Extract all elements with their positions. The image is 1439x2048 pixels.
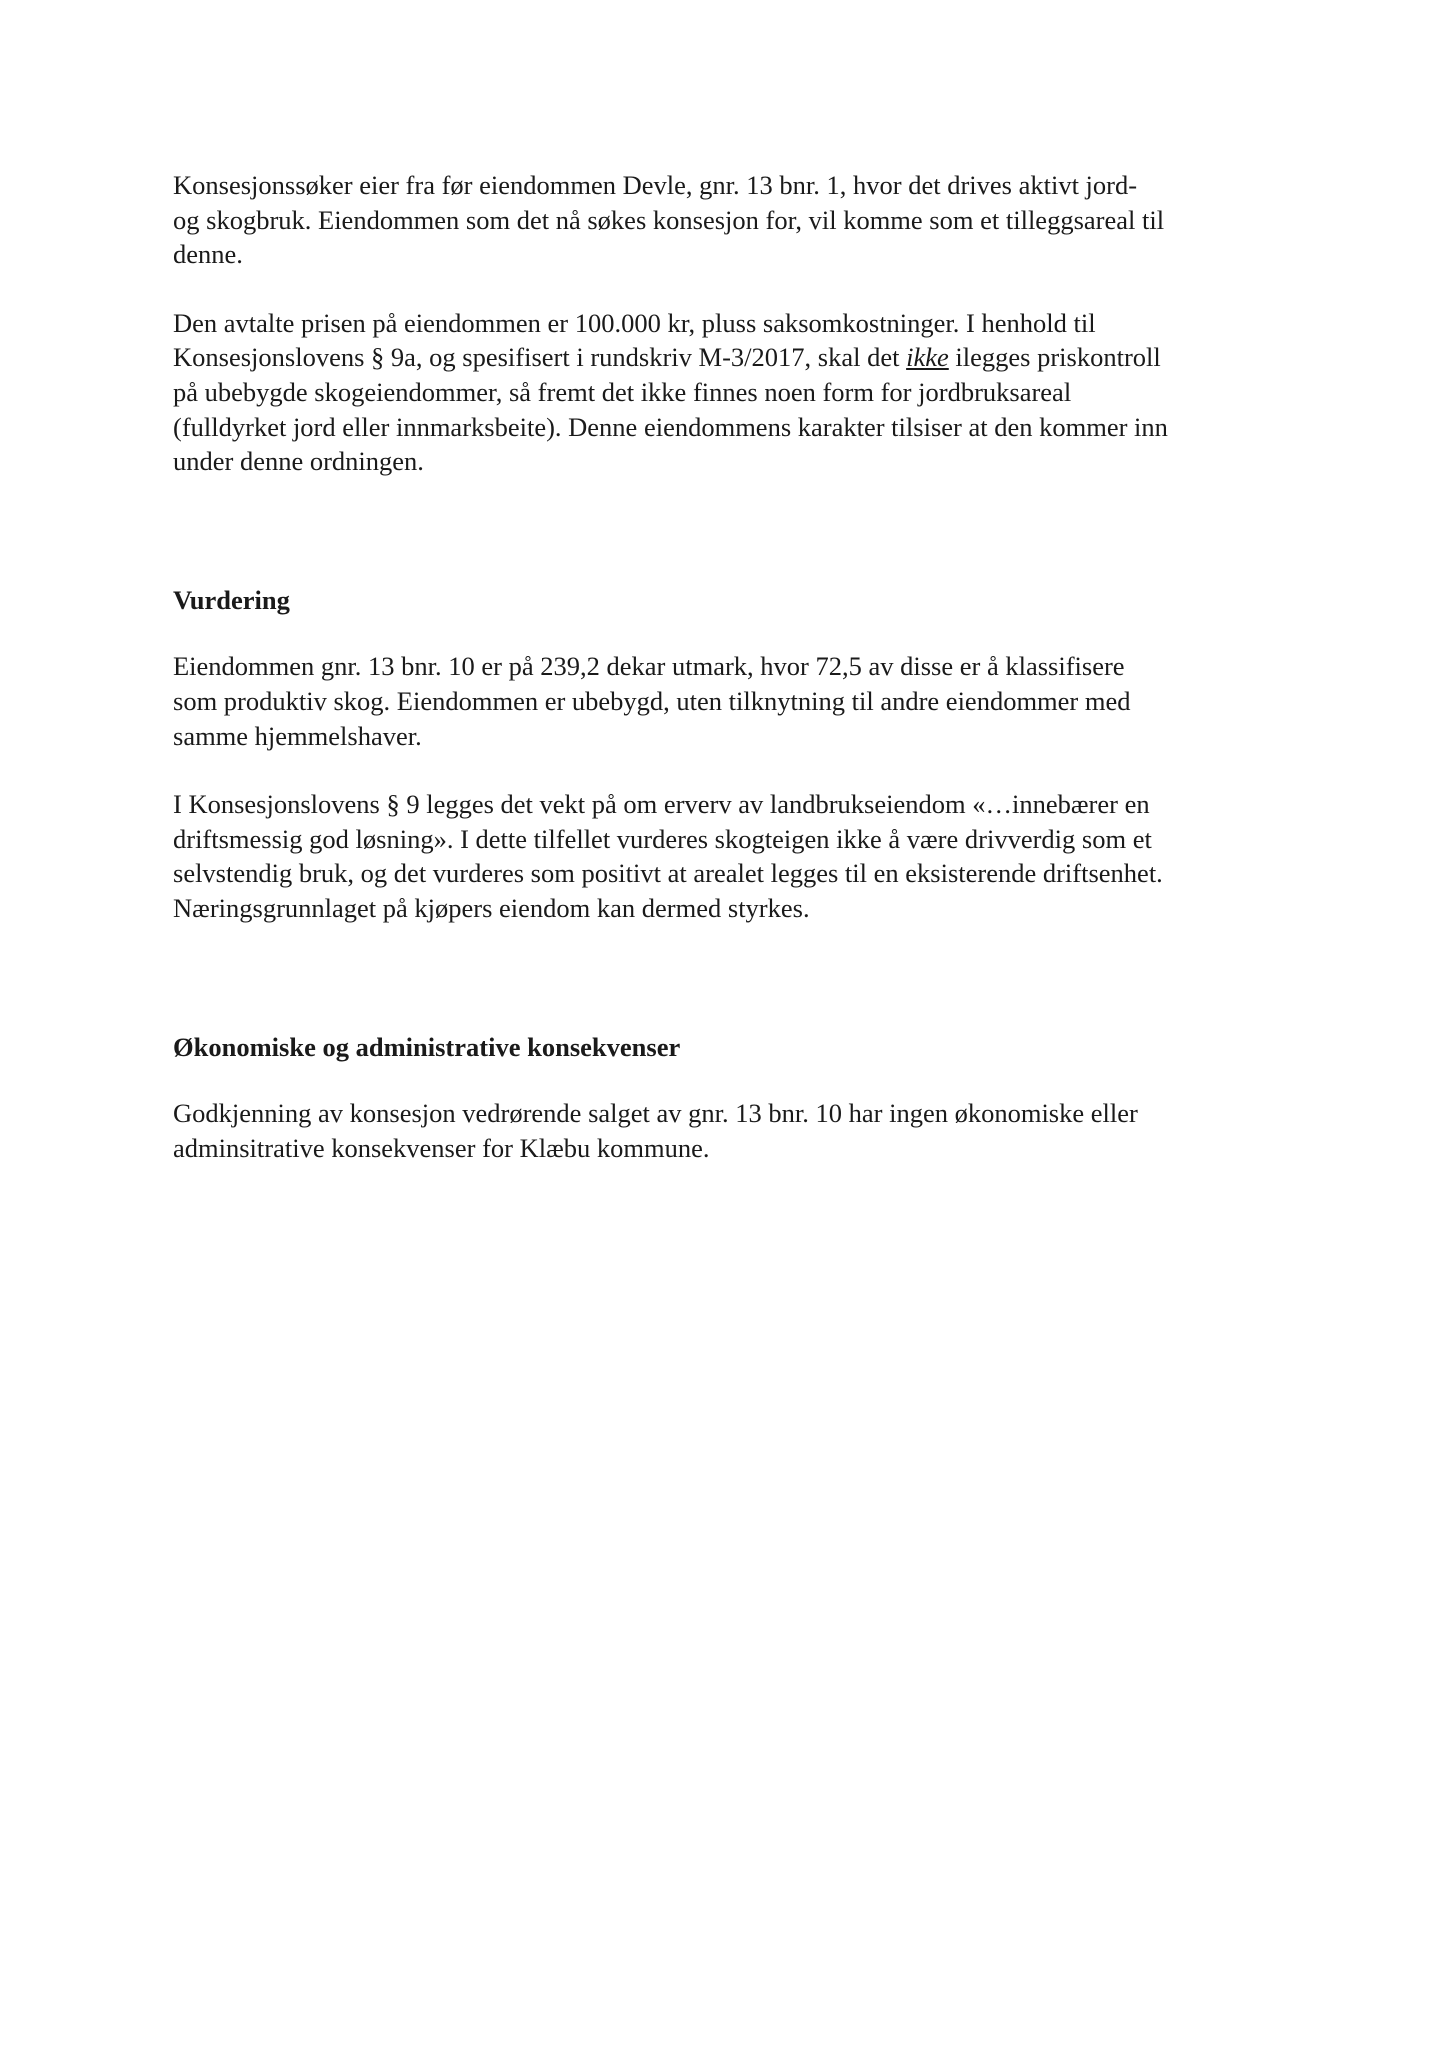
text-line-part: Konsesjonslovens § 9a, og spesifisert i rundskriv M-3/2017, skal det [173,342,907,373]
section-heading-vurdering: Vurdering [173,584,290,615]
paragraph-vurdering-1 [173,649,1273,753]
text-line: Godkjenning av konsesjon vedrørende salget av gnr. 13 bnr. 10 har ingen økonomiske eller [173,1098,1138,1129]
text-line: på ubebygde skogeiendommer, så fremt det ikke finnes noen form for jordbruksareal [173,376,1072,407]
text-line: Konsesjonssøker eier fra før eiendommen Devle, gnr. 13 bnr. 1, hvor det drives aktivt jord- [173,170,1138,200]
paragraph-spacer [173,272,1273,306]
text-line: (fulldyrket jord eller innmarksbeite). Denne eiendommens karakter tilsiser at den kommer inn [173,411,1168,442]
text-line: under denne ordningen. [173,446,424,477]
text-line: som produktiv skog. Eiendommen er ubebygd, uten tilknytning til andre eiendommer med [173,685,1131,716]
text-line: denne. [173,239,243,270]
heading-spacer [173,1064,1273,1096]
section-spacer [173,926,1273,1030]
text-line: selvstendig bruk, og det vurderes som positivt at arealet legges til en eksisterende driftsenhet. [173,858,1163,889]
text-line: driftsmessig god løsning». I dette tilfellet vurderes skogteigen ikke å være drivverdig som et [173,823,1152,854]
text-line: adminsitrative konsekvenser for Klæbu kommune. [173,1132,710,1163]
paragraph-intro-2 [173,306,1273,479]
document-body [173,168,1273,1165]
paragraph-intro-1 [173,168,1273,272]
text-line: I Konsesjonslovens § 9 legges det vekt på om erverv av landbrukseiendom «…innebærer en [173,789,1150,820]
paragraph-vurdering-2 [173,787,1273,925]
text-line: Eiendommen gnr. 13 bnr. 10 er på 239,2 dekar utmark, hvor 72,5 av disse er å klassifisere [173,651,1125,682]
text-line: Den avtalte prisen på eiendommen er 100.000 kr, pluss saksomkostninger. I henhold til [173,307,1096,338]
paragraph-konsekvenser-1 [173,1096,1273,1165]
text-line: Næringsgrunnlaget på kjøpers eiendom kan dermed styrkes. [173,892,810,923]
emphasized-word: ikke [906,342,949,373]
text-line: og skogbruk. Eiendommen som det nå søkes konsesjon for, vil komme som et tilleggsareal til [173,204,1165,235]
section-heading-konsekvenser: Økonomiske og administrative konsekvenser [173,1031,681,1062]
section-spacer [173,479,1273,583]
heading-spacer [173,617,1273,649]
text-line-part: ilegges priskontroll [948,342,1161,373]
text-line: samme hjemmelshaver. [173,720,422,751]
paragraph-spacer [173,753,1273,787]
